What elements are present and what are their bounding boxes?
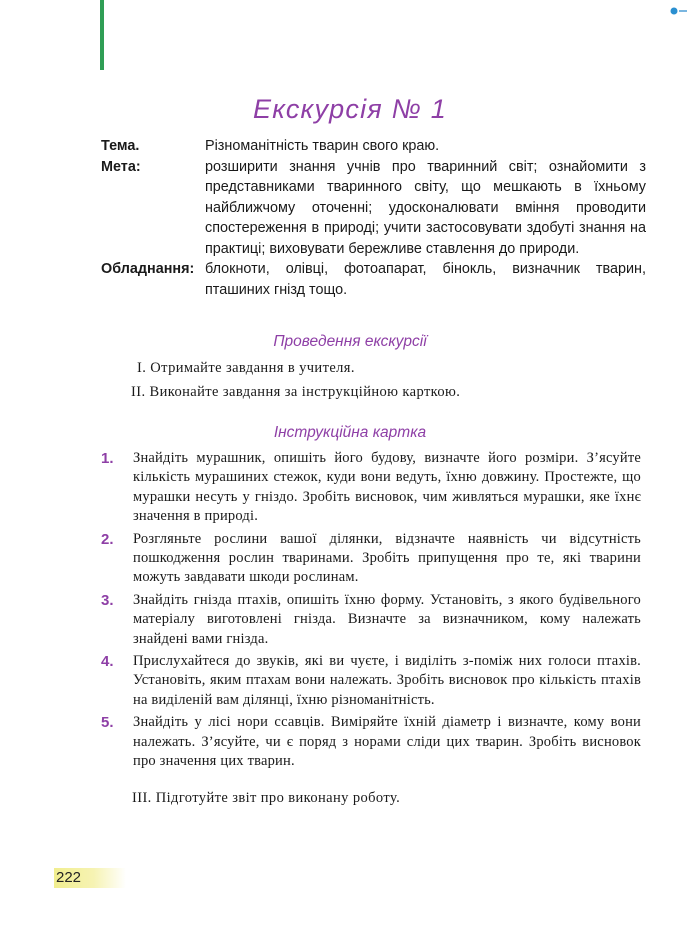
section-heading-instruction-card: Інструкційна картка [273,424,427,441]
task-number: 1. [101,450,114,467]
task-text: Знайдіть гнізда птахів, опишіть їхню форму. Установіть, з якого будівельного матеріалу виготовлені гнізда. Визначте за визначником, кому належать знайдені вами гнізда. [133,591,641,647]
task-text: Знайдіть мурашник, опишіть його будову, визначте його розміри. З’ясуйте кількість мурашиних стежок, куди вони ведуть, їхню довжину. Простежте, що мурашки несуть у гніздо. Зробіть висновок, чим живляться мурашки, яке їхнє значення в природі. [133,450,641,525]
step-2: II. Виконайте завдання за інструкційною карткою. [131,384,461,400]
green-margin-bar [100,0,104,70]
task-item [101,530,641,588]
page-number: 222 [54,868,126,888]
task-number: 2. [101,530,114,548]
task-list [101,449,641,775]
publisher-logo-icon [670,6,688,16]
task-text: Прислухайтеся до звуків, які ви чуєте, і виділіть з-поміж них голоси птахів. Установіть, яким птахам вони належать. Зробіть висновок про кількість птахів на виділеній вам ділянці, їхню різноманітність. [133,653,641,708]
page-title: Екскурсія № 1 [252,94,447,124]
topic-value: Різноманітність тварин свого краю. [205,138,440,154]
task-text: Знайдіть у лісі нори ссавців. Виміряйте їхній діаметр і визначте, кому вони належать. З’ясуйте, чи є поряд з норами сліди цих тварин. Зробіть висновок про значення цих тварин. [133,714,641,770]
equipment-value: блокноти, олівці, фотоапарат, бінокль, визначник тварин, пташиних гнізд тощо. [205,261,646,298]
step-1: I. Отримайте завдання в учителя. [137,360,355,376]
task-number: 3. [101,591,114,609]
meta-row-goal [101,157,646,260]
section-heading-conduct: Проведення екскурсії [273,333,427,350]
task-item [101,652,641,710]
step-3: III. Підготуйте звіт про виконану роботу. [132,790,401,806]
goal-label: Мета: [101,158,141,175]
task-number: 4. [101,653,114,671]
task-item [101,449,641,527]
meta-row-equipment [101,259,646,300]
task-text: Розгляньте рослини вашої ділянки, відзначте наявність чи відсутність пошкодження рослин тваринами. Зробіть припущення про те, які тварини можуть завдавати шкоди рослинам. [133,530,641,586]
topic-label: Тема. [101,138,140,154]
meta-row-topic [101,136,646,157]
task-item [101,591,641,649]
goal-value: розширити знання учнів про тваринний світ; ознайомити з представниками тваринного світу, що мешкають в їхньому найближчому оточенні; удосконалювати вміння проводити спостереження в природі; учити застосовувати здобуті знання на практиці; виховувати бережливе ставлення до природи. [205,158,646,257]
task-item [101,713,641,771]
task-number: 5. [101,714,114,732]
equipment-label: Обладнання: [101,261,195,277]
lesson-meta [101,136,646,300]
